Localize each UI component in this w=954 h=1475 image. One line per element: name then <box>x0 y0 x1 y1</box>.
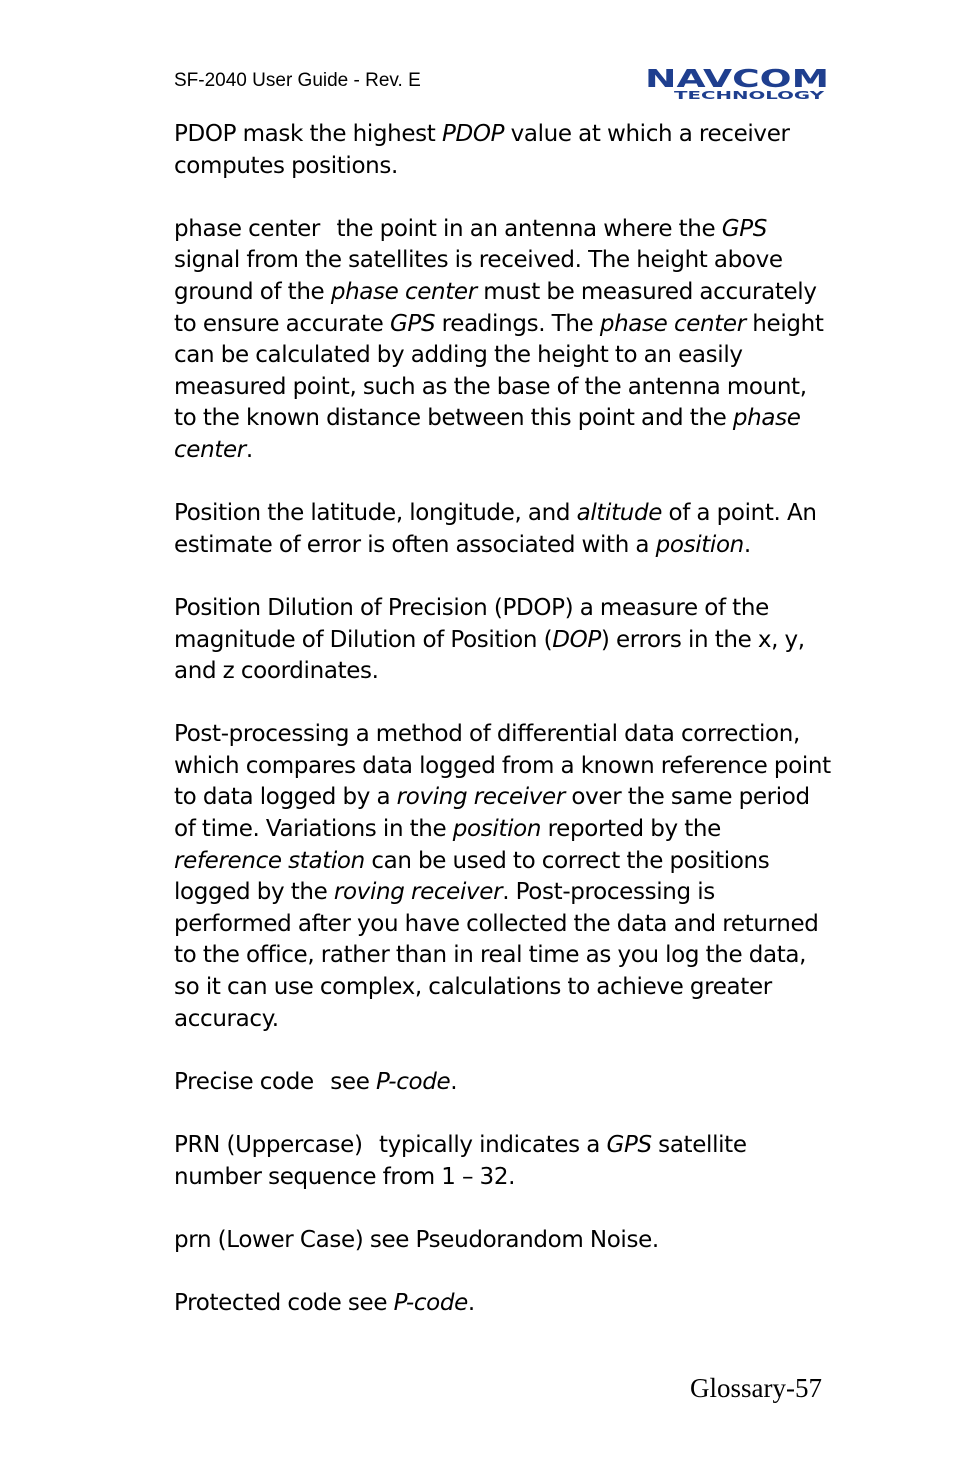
definition-text: signal from the satellites is received. The height above ground of the <box>174 247 783 305</box>
cross-reference: altitude <box>576 500 663 527</box>
cross-reference: position <box>655 531 744 558</box>
cross-reference: GPS <box>721 215 768 242</box>
definition-text: over the same period of time. Variations in the <box>174 784 810 843</box>
definition-text: typically indicates a <box>372 1132 607 1158</box>
entry-prn-uppercase <box>174 1130 834 1193</box>
definition-text: see <box>323 1068 376 1095</box>
cross-reference: phase center <box>330 278 477 305</box>
definition-text: satellite number sequence from 1 – 32. <box>174 1132 747 1190</box>
cross-reference: GPS <box>606 1132 652 1158</box>
definition-text: . <box>467 1289 475 1316</box>
definition-text: can be used to correct the positions logged by the <box>174 847 770 906</box>
term-prn-lowercase: prn (Lower Case) <box>174 1226 364 1253</box>
definition-text: readings. The <box>435 310 600 337</box>
term-position: Position <box>174 500 261 527</box>
term-precise-code: Precise code <box>174 1068 314 1095</box>
definition-text: reported by the <box>541 816 721 843</box>
logo-main-text: NAVCOM <box>645 64 829 93</box>
cross-reference: GPS <box>389 310 436 337</box>
definition-text: a method of differential data correction, which compares data logged from a known reference point to data logged by a <box>174 721 831 811</box>
definition-text: a measure of the magnitude of Dilution of Position ( <box>174 594 769 653</box>
navcom-logo <box>644 64 830 102</box>
page-number: Glossary-57 <box>690 1373 822 1403</box>
entry-protected-code <box>174 1288 834 1320</box>
term-pdop: Position Dilution of Precision (PDOP) <box>174 594 574 621</box>
definition-text: the highest <box>303 121 442 147</box>
term-phase-center: phase center <box>174 215 321 242</box>
glossary-entries <box>174 119 834 1351</box>
term-post-processing: Post-processing <box>174 721 350 748</box>
term-prn-uppercase: PRN (Uppercase) <box>174 1132 363 1158</box>
definition-text: height can be calculated by adding the height to an easily measured point, such as the base of the antenna mount, to the known distance between this point and the <box>174 310 824 432</box>
cross-reference: P-code <box>375 1068 451 1095</box>
definition-text: see Pseudorandom Noise. <box>363 1226 659 1253</box>
cross-reference: reference station <box>174 847 365 874</box>
entry-pdop <box>174 593 834 688</box>
cross-reference: phase center <box>174 405 801 463</box>
cross-reference: phase center <box>599 310 746 337</box>
cross-reference: PDOP <box>441 121 505 147</box>
definition-text: see <box>341 1289 394 1316</box>
entry-precise-code <box>174 1067 834 1099</box>
cross-reference: position <box>452 816 542 843</box>
definition-text: . <box>450 1068 458 1095</box>
definition-text: . Post-processing is performed after you have collected the data and returned to the office, rather than in real time as you log the data, so it can use complex, calculations to achieve greater accuracy. <box>174 879 819 1032</box>
definition-text: the point in an antenna where the <box>330 215 722 242</box>
definition-text: of a point. An estimate of error is often associated with a <box>174 500 817 558</box>
cross-reference: roving receiver <box>333 879 503 906</box>
cross-reference: DOP <box>552 626 601 653</box>
entry-post-processing <box>174 719 834 1035</box>
entry-pdop-mask <box>174 119 834 182</box>
entry-position <box>174 498 834 561</box>
definition-text: value at which a receiver computes positions. <box>174 121 790 179</box>
entry-prn-lowercase <box>174 1225 834 1257</box>
logo-sub-text: TECHNOLOGY <box>674 90 825 102</box>
definition-text: must be measured accurately to ensure accurate <box>174 278 817 337</box>
definition-text: . <box>245 436 253 463</box>
term-pdop-mask: PDOP mask <box>174 121 304 147</box>
definition-text: the latitude, longitude, and <box>260 500 577 527</box>
term-protected-code: Protected code <box>174 1289 342 1316</box>
document-header: SF-2040 User Guide - Rev. E <box>174 70 421 91</box>
cross-reference: roving receiver <box>396 784 565 811</box>
cross-reference: P-code <box>393 1289 468 1316</box>
definition-text: . <box>743 531 751 558</box>
entry-phase-center <box>174 214 834 467</box>
definition-text: ) errors in the x, y, and z coordinates. <box>174 626 805 685</box>
